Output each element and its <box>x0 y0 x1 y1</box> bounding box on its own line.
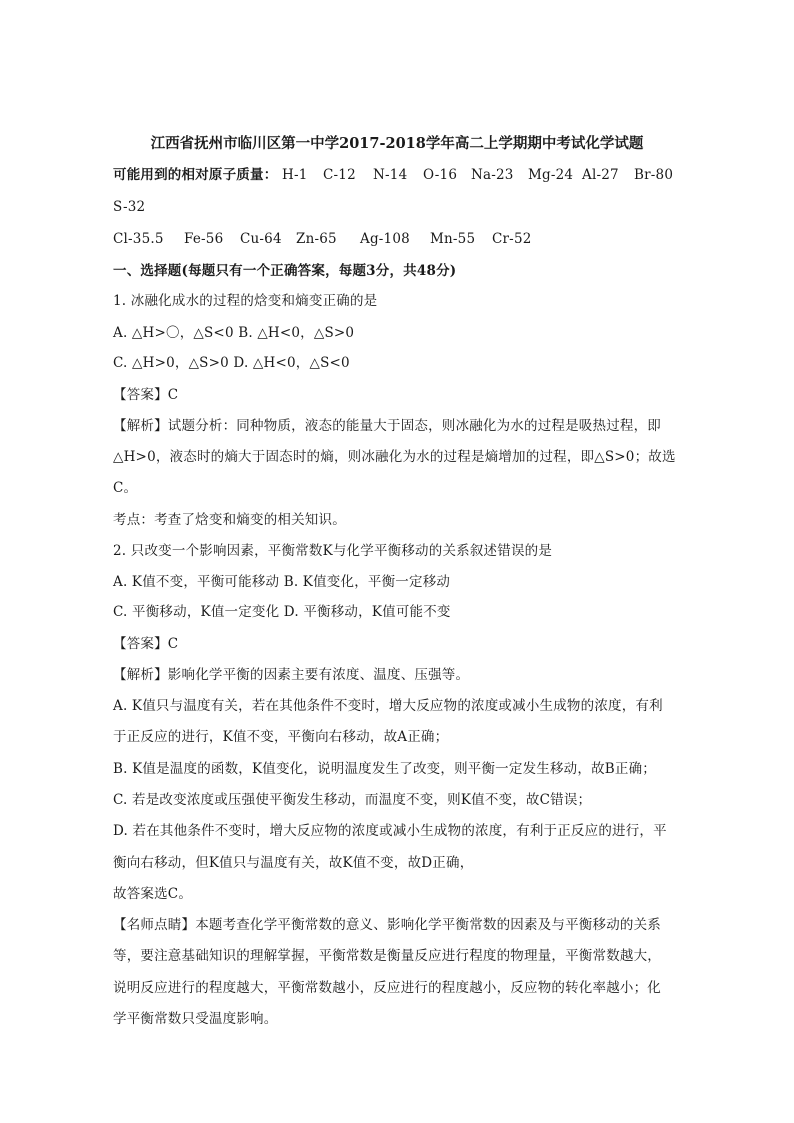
q2-teacher-note: 【名师点睛】本题考查化学平衡常数的意义、影响化学平衡常数的因素及与平衡移动的关系 <box>113 917 661 933</box>
q1-analysis: C。 <box>113 480 138 496</box>
atomic-mass-item: Cr-52 <box>492 231 532 247</box>
page-title: 江西省抚州市临川区第一中学2017-2018学年高二上学期期中考试化学试题 <box>150 135 644 152</box>
q1-point: 考点：考查了焓变和熵变的相关知识。 <box>113 512 346 528</box>
q2-teacher-note: 等，要注意基础知识的理解掌握，平衡常数是衡量反应进行程度的物理量，平衡常数越大， <box>113 948 661 964</box>
atomic-mass-item: S-32 <box>113 199 146 215</box>
q2-teacher-note: 说明反应进行的程度越大，平衡常数越小，反应进行的程度越小，反应物的转化率越小；化 <box>113 980 661 996</box>
q1-analysis: 【解析】试题分析：同种物质，液态的能量大于固态，则冰融化为水的过程是吸热过程，即 <box>113 418 661 434</box>
atomic-mass-item: C-12 <box>323 167 356 183</box>
section-heading: 一、选择题(每题只有一个正确答案，每题3分，共48分) <box>113 263 457 279</box>
q2-analysis: 于正反应的进行，K值不变，平衡向右移动，故A正确； <box>113 729 449 745</box>
q2-analysis: A. K值只与温度有关，若在其他条件不变时，增大反应物的浓度或减小生成物的浓度，有利 <box>113 698 663 714</box>
atomic-mass-item: N-14 <box>373 167 408 183</box>
atomic-mass-item: Cl-35.5 <box>113 231 164 247</box>
q2-analysis: D. 若在其他条件不变时，增大反应物的浓度或减小生成物的浓度，有利于正反应的进行，平 <box>113 823 667 839</box>
q2-options-line1: A. K值不变，平衡可能移动 B. K值变化，平衡一定移动 <box>113 574 451 590</box>
q1-stem: 1. 冰融化成水的过程的焓变和熵变正确的是 <box>113 293 378 309</box>
atomic-mass-item: Mg-24 <box>528 167 574 183</box>
q1-options-line2: C. △H>0，△S>0 D. △H<0，△S<0 <box>113 355 350 371</box>
atomic-mass-item: Cu-64 <box>240 231 282 247</box>
atomic-mass-item: Zn-65 <box>296 231 337 247</box>
atomic-mass-label: 可能用到的相对原子质量： <box>113 167 278 183</box>
atomic-mass-item: O-16 <box>423 167 458 183</box>
q2-options-line2: C. 平衡移动，K值一定变化 D. 平衡移动，K值可能不变 <box>113 604 451 620</box>
q2-analysis: 衡向右移动，但K值只与温度有关，故K值不变，故D正确， <box>113 855 474 871</box>
atomic-mass-item: Br-80 <box>634 167 674 183</box>
q1-answer: 【答案】C <box>113 387 179 403</box>
q1-analysis: △H>0，液态时的熵大于固态时的熵，则冰融化为水的过程是熵增加的过程，即△S>0；故选 <box>113 449 676 465</box>
q2-conclusion: 故答案选C。 <box>113 886 193 902</box>
q1-options-line1: A. △H>〇，△S<0 B. △H<0，△S>0 <box>113 325 355 341</box>
atomic-mass-item: Fe-56 <box>184 231 224 247</box>
q2-analysis: C. 若是改变浓度或压强使平衡发生移动，而温度不变，则K值不变，故C错误； <box>113 792 592 808</box>
atomic-mass-item: Na-23 <box>471 167 514 183</box>
atomic-mass-item: Mn-55 <box>430 231 476 247</box>
q2-analysis: B. K值是温度的函数，K值变化，说明温度发生了改变，则平衡一定发生移动，故B正确； <box>113 761 656 777</box>
atomic-mass-item: Al-27 <box>582 167 619 183</box>
q2-analysis: 【解析】影响化学平衡的因素主要有浓度、温度、压强等。 <box>113 667 470 683</box>
atomic-mass-item: Ag-108 <box>360 231 410 247</box>
atomic-mass-item: H-1 <box>282 167 308 183</box>
q2-answer: 【答案】C <box>113 636 179 652</box>
q2-teacher-note: 学平衡常数只受温度影响。 <box>113 1011 278 1027</box>
q2-stem: 2. 只改变一个影响因素，平衡常数K与化学平衡移动的关系叙述错误的是 <box>113 543 553 559</box>
